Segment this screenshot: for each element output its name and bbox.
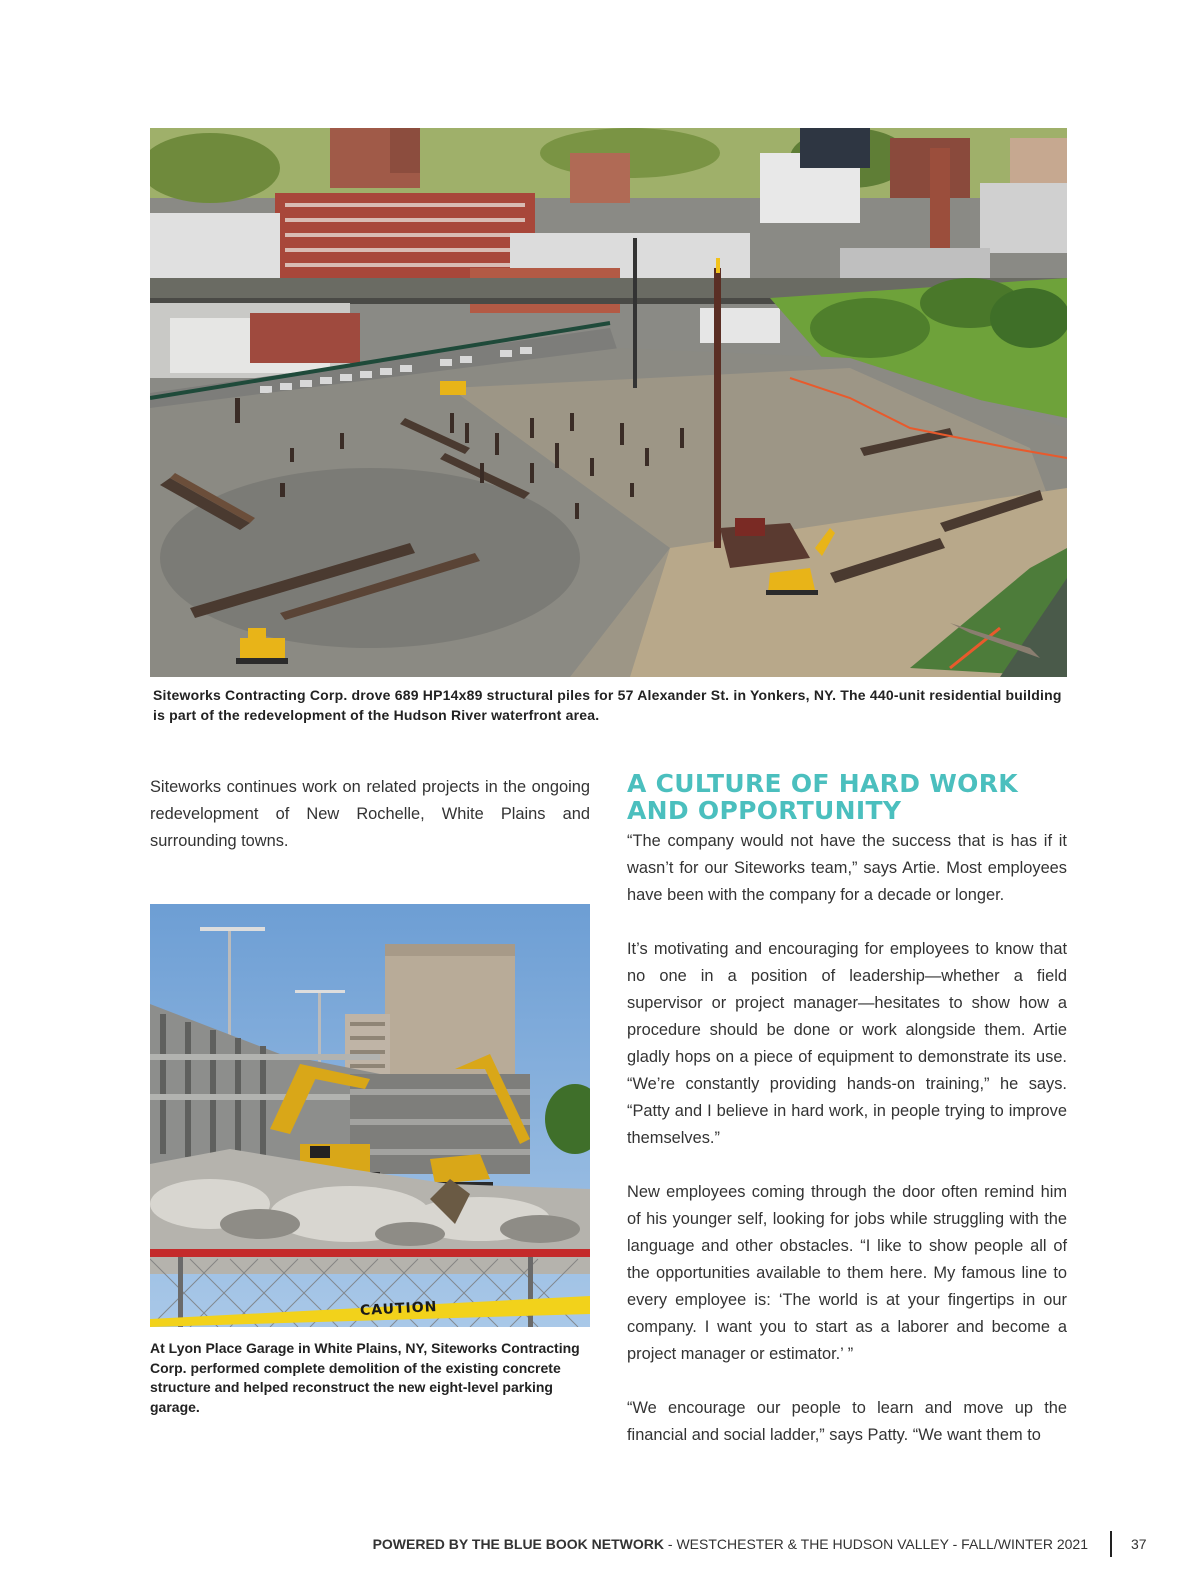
demolition-illustration — [150, 904, 590, 1327]
demolition-photo — [150, 904, 590, 1327]
section-heading — [627, 770, 1067, 824]
left-photo-caption: At Lyon Place Garage in White Plains, NY, Siteworks Contracting Corp. performed complete demolition of the existing concrete structure and helped reconstruct the new eight-level parking garage. — [150, 1340, 580, 1415]
footer-divider — [1110, 1531, 1112, 1557]
heading-line-2: AND OPPORTUNITY — [627, 796, 902, 825]
paragraph-3: New employees coming through the door often remind him of his younger self, looking for jobs while struggling with the language and other obstacles. “I like to show people all of the opportunities available to them here. My famous line to every employee is: ‘The world is at your fingertips in our company. I want you to start as a laborer and become a project manager or estimator.’ ” — [627, 1183, 1067, 1363]
construction-site-photo — [150, 128, 1067, 677]
caution-tape-label: CAUTION — [359, 1298, 438, 1320]
footer-edition: - WESTCHESTER & THE HUDSON VALLEY - FALL/WINTER 2021 — [664, 1536, 1088, 1552]
paragraph-2: It’s motivating and encouraging for employees to know that no one in a position of leadership—whether a field supervisor or project manager—hesitates to show how a procedure should be done or work alongside them. Artie gladly hops on a piece of equipment to demonstrate its use. “We’re constantly providing hands-on training,” he says. “Patty and I believe in hard work, in people trying to improve themselves.” — [627, 940, 1067, 1147]
top-photo-caption: Siteworks Contracting Corp. drove 689 HP14x89 structural piles for 57 Alexander St. in Yonkers, NY. The 440-unit residential building is part of the redevelopment of the Hudson River waterfront area. — [153, 687, 1062, 723]
footer-brand: POWERED BY THE BLUE BOOK NETWORK — [372, 1536, 664, 1552]
paragraph-1: “The company would not have the success that is has if it wasn’t for our Siteworks team,” says Artie. Most employees have been with the company for a decade or longer. — [627, 832, 1067, 904]
heading-line-1: A CULTURE OF HARD WORK — [627, 769, 1018, 798]
intro-paragraph: Siteworks continues work on related projects in the ongoing redevelopment of New Rochelle, White Plains and surrounding towns. — [150, 778, 590, 850]
page-number: 37 — [1131, 1536, 1147, 1552]
page-footer — [373, 1536, 1088, 1552]
left-column-text — [150, 774, 590, 855]
right-column-text — [627, 828, 1067, 1449]
paragraph-4: “We encourage our people to learn and move up the financial and social ladder,” says Patty. “We want them to — [627, 1399, 1067, 1444]
construction-site-illustration — [150, 128, 1067, 677]
